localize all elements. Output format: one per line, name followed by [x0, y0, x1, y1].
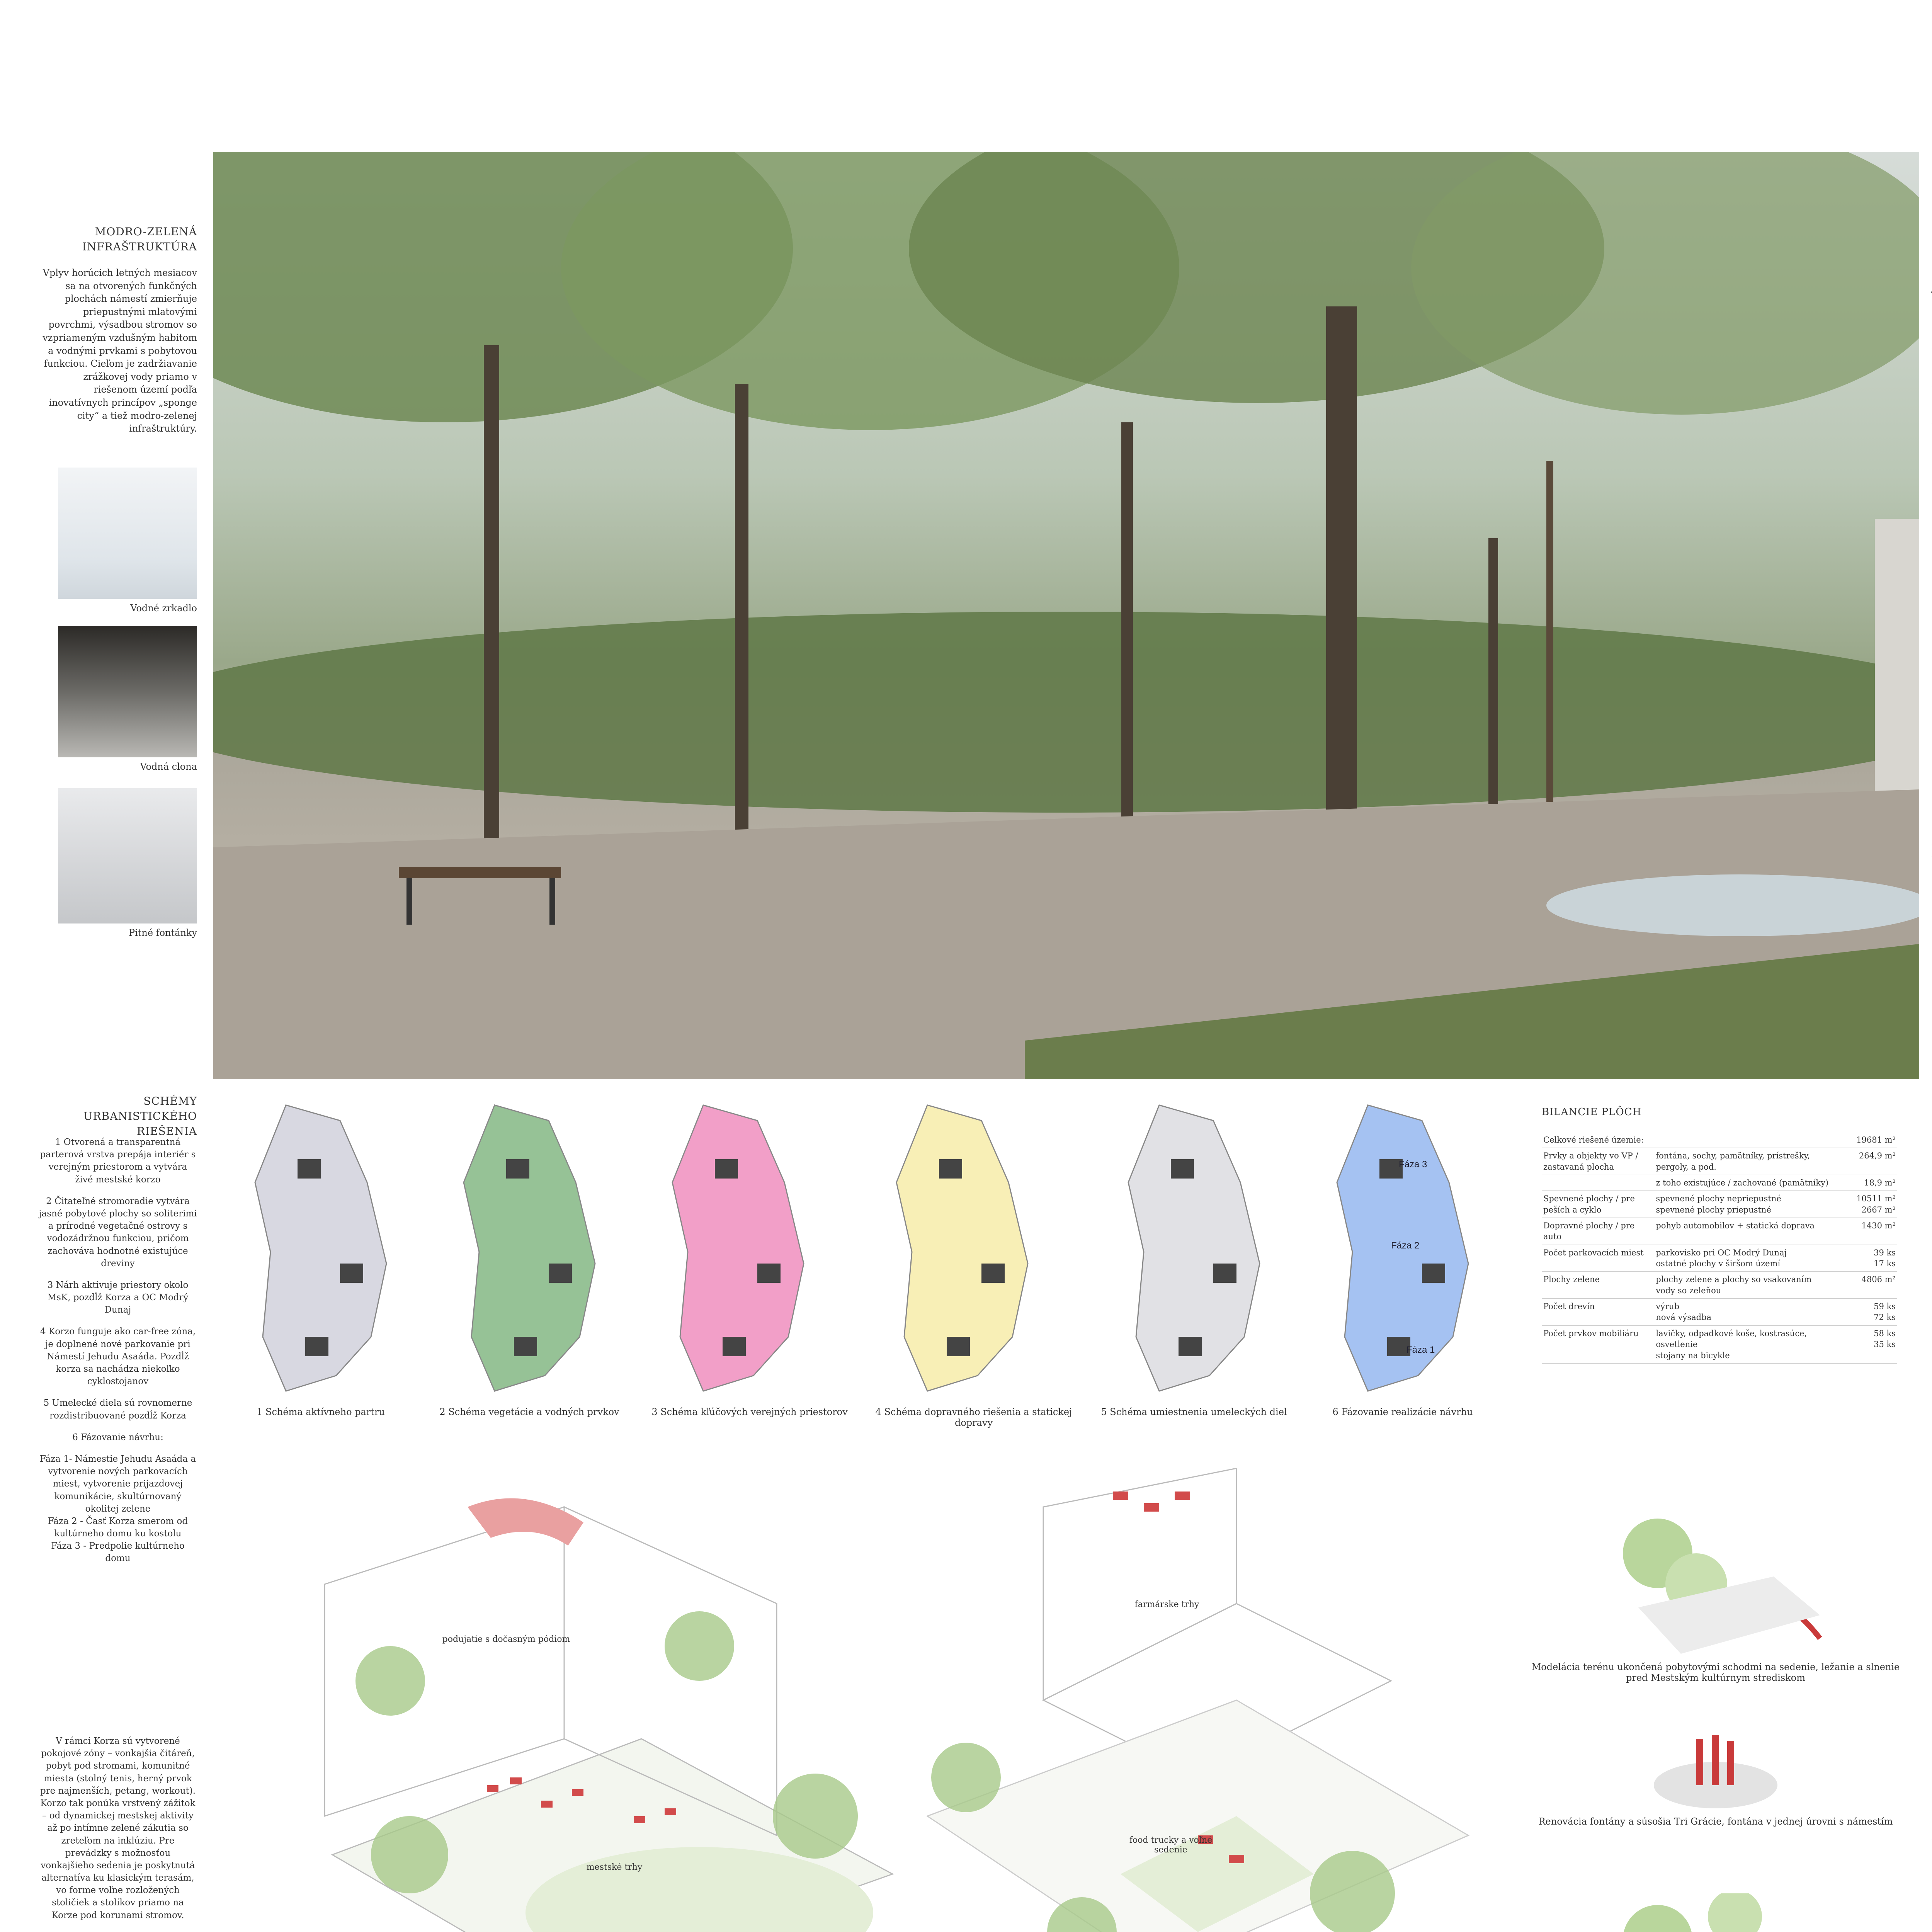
scheme-map-5: [1128, 1105, 1260, 1391]
scheme-text-3: 3 Nárh aktivuje priestory okolo MsK, pozdĺž Korza a OC Modrý Dunaj: [47, 1280, 189, 1315]
bilancie-cell-b: fontána, sochy, pamätníky, prístrešky, pergoly, a pod.: [1656, 1151, 1810, 1172]
bilancie-cell-b: [1654, 1132, 1833, 1148]
phase-1-label: Fáza 1: [1406, 1345, 1435, 1355]
bilancie-cell-b: pohyb automobilov + statická doprava: [1656, 1221, 1815, 1231]
phase-2-label: Fáza 2: [1391, 1240, 1420, 1251]
schemes-heading: SCHÉMY URBANISTICKÉHO RIEŠENIA: [83, 1095, 197, 1138]
bilancie-cell-a: Počet prvkov mobiliáru: [1543, 1328, 1639, 1338]
bilancie-cell-a: Plochy zelene: [1543, 1275, 1600, 1284]
bilancie-cell-b: lavičky, odpadkové koše, kostrasúce, osvetlenie stojany na bicykle: [1656, 1328, 1807, 1360]
bilancie-cell-a: Počet drevín: [1543, 1302, 1595, 1311]
bilancie-cell-a: [1542, 1175, 1654, 1191]
bilancie-cell-c: 59 ks 72 ks: [1874, 1302, 1896, 1322]
scheme-text-6: 6 Fázovanie návrhu:: [72, 1432, 163, 1442]
scheme-map-3: [672, 1105, 804, 1391]
bilancie-cell-a: Počet parkovacích miest: [1543, 1248, 1644, 1257]
bilancie-cell-b: parkovisko pri OC Modrý Dunaj ostatné plochy v širšom území: [1656, 1248, 1787, 1269]
scheme-label-1: 1 Schéma aktívneho partru: [257, 1406, 385, 1417]
scheme-label-3: 3 Schéma kľúčových verejných priestorov: [651, 1406, 848, 1417]
detail-steps-drawing: [1580, 1507, 1851, 1662]
water-mirror-photo: [58, 468, 197, 599]
bilancie-heading: BILANCIE PLÔCH: [1542, 1106, 1642, 1118]
schemes-text: [39, 1136, 197, 1565]
bilancie-cell-b: plochy zelene a plochy so vsakovaním vody so zeleňou: [1656, 1275, 1812, 1295]
axo-label-podujatie: podujatie s dočasným pódiom: [442, 1634, 570, 1644]
detail-steps: [1580, 1507, 1851, 1662]
scheme-label-5: 5 Schéma umiestnenia umeleckých diel: [1101, 1406, 1287, 1417]
bilancie-cell-c: 10511 m² 2667 m²: [1856, 1194, 1896, 1214]
korzo-zones-text: V rámci Korza sú vytvorené pokojové zóny – vonkajšia čitáreň, pobyt pod stromami, komunitné miesta (stolný tenis, herný prvok pre najmenších, petang, workout). Korzo tak ponúka vrstvený zážitok – od dynamickej mestskej aktivity až po intímne zelené zákutia so zreteľom na inklúziu. Pre prevádzky s možnosťou vonkajšieho sedenia je poskytnutá alternatíva ku klasickým terasám, vo forme voľne rozložených stoličiek a stolíkov priamo na Korze pod korunami stromov.: [40, 1736, 196, 1920]
bilancie-cell-a: Prvky a objekty vo VP / zastavaná plocha: [1543, 1151, 1638, 1172]
bilancie-row: [1542, 1148, 1897, 1175]
bilancie-cell-b: z toho existujúce / zachované (pamätníky): [1656, 1178, 1829, 1188]
water-curtain-photo: [58, 626, 197, 757]
detail-steps-caption: Modelácia terénu ukončená pobytovými schodmi na sedenie, ležanie a slnenie pred Mestským kultúrnym strediskom: [1531, 1662, 1900, 1683]
water-curtain-caption: Vodná clona: [140, 761, 197, 772]
hero-render: [213, 152, 1919, 1079]
scheme-label-6: 6 Fázovanie realizácie návrhu: [1332, 1406, 1473, 1417]
scheme-map-4: [896, 1105, 1028, 1391]
detail-trees-drawing: [1580, 1893, 1851, 1932]
scheme-text-4: 4 Korzo funguje ako car-free zóna, je doplnené nové parkovanie pri Námestí Jehudu Asaáda. Pozdĺž korza sa nachádza niekoľko cyklostojanov: [40, 1327, 196, 1387]
detail-fountain: [1600, 1723, 1832, 1816]
bilancie-row: [1542, 1132, 1897, 1148]
bilancie-cell-c: 39 ks 17 ks: [1874, 1248, 1896, 1269]
bilancie-table: [1542, 1132, 1897, 1364]
bilancie-cell-a: Spevnené plochy / pre peších a cyklo: [1543, 1194, 1635, 1214]
phase-3-label: Fáza 3: [1399, 1159, 1427, 1170]
phases-text: Fáza 1- Námestie Jehudu Asaáda a vytvorenie nových parkovacích miest, vytvorenie prijazdovej komunikácie, skultúrnovaný okolitej zelene Fáza 2 - Časť Korza smerom od kultúrneho domu ku kostolu Fáza 3 - Predpolie kultúrneho domu: [39, 1454, 196, 1564]
axo-label-food: food trucky a voľné sedenie: [1129, 1835, 1213, 1855]
bilancie-row: [1542, 1175, 1897, 1191]
bilancie-cell-b: spevnené plochy nepriepustné spevnené plochy priepustné: [1656, 1194, 1781, 1214]
scheme-labels: [216, 1406, 1507, 1430]
infra-heading: MODRO-ZELENÁ INFRAŠTRUKTÚRA: [82, 225, 197, 253]
detail-fountain-caption: Renovácia fontány a súsošia Tri Grácie, fontána v jednej úrovni s námestím: [1538, 1816, 1893, 1827]
bilancie-cell-a: Dopravné plochy / pre auto: [1543, 1221, 1635, 1242]
infra-text: Vplyv horúcich letných mesiacov sa na otvorených funkčných plochách námestí zmierňuje priepustnými mlatovými povrchmi, výsadbou stromov so vzpriameným vzdušným habitom a vodnými prvkami s pobytovou funkciou. Cieľom je zadržiavanie zrážkovej vody priamo v riešenom území podľa inovatívnych princípov „sponge city“ a tiež modro-zelenej infraštruktúry.: [43, 267, 197, 434]
scheme-map-1: [255, 1105, 386, 1391]
bilancie-cell-c: 19681 m²: [1856, 1135, 1896, 1145]
detail-fountain-drawing: [1600, 1723, 1832, 1816]
detail-trees: [1580, 1893, 1851, 1932]
scheme-label-4: 4 Schéma dopravného riešenia a statickej dopravy: [875, 1406, 1072, 1428]
drinking-fountain-photo: [58, 788, 197, 923]
hero-scene: [213, 152, 1919, 1079]
schemes-drawing: [216, 1097, 1507, 1445]
bilancie-cell-c: 264,9 m²: [1859, 1151, 1896, 1161]
scheme-map-2: [464, 1105, 595, 1391]
bilancie-cell-c: 4806 m²: [1861, 1275, 1896, 1284]
axo-label-mestske-trhy: mestské trhy: [586, 1862, 643, 1872]
axo-label-farmarske: farmárske trhy: [1134, 1600, 1199, 1609]
bilancie-cell-c: 18,9 m²: [1864, 1178, 1896, 1188]
bilancie-cell-c: 1430 m²: [1861, 1221, 1896, 1231]
axo-right: [811, 1468, 1507, 1932]
bilancie-row: [1542, 1325, 1897, 1363]
bilancie-row: [1542, 1245, 1897, 1272]
scheme-text-2: 2 Čitateľné stromoradie vytvára jasné pobytové plochy so soliterimi a prírodné vegetačné ostrovy s vodozádržnou funkciou, pričom zachováva hodnotné existujúce dreviny: [39, 1196, 197, 1269]
bilancie-row: [1542, 1299, 1897, 1326]
bilancie-cell-a: Celkové riešené územie:: [1543, 1135, 1644, 1145]
bilancie-row: [1542, 1218, 1897, 1245]
bilancie-row: [1542, 1272, 1897, 1299]
axo-right-drawing: [811, 1468, 1507, 1932]
water-mirror-caption: Vodné zrkadlo: [130, 603, 197, 614]
bilancie-row: [1542, 1191, 1897, 1218]
scheme-text-5: 5 Umelecké diela sú rovnomerne rozdistribuované pozdĺž Korza: [43, 1398, 192, 1421]
bilancie-cell-b: výrub nová výsadba: [1656, 1302, 1712, 1322]
drinking-fountain-caption: Pitné fontánky: [128, 927, 197, 938]
schemes-row: [216, 1097, 1507, 1445]
scheme-label-2: 2 Schéma vegetácie a vodných prvkov: [439, 1406, 619, 1417]
scheme-text-1: 1 Otvorená a transparentná parterová vrstva prepája interiér s verejným priestorom a vytvára živé mestské korzo: [40, 1137, 196, 1185]
bilancie-cell-c: 58 ks 35 ks: [1874, 1328, 1896, 1349]
